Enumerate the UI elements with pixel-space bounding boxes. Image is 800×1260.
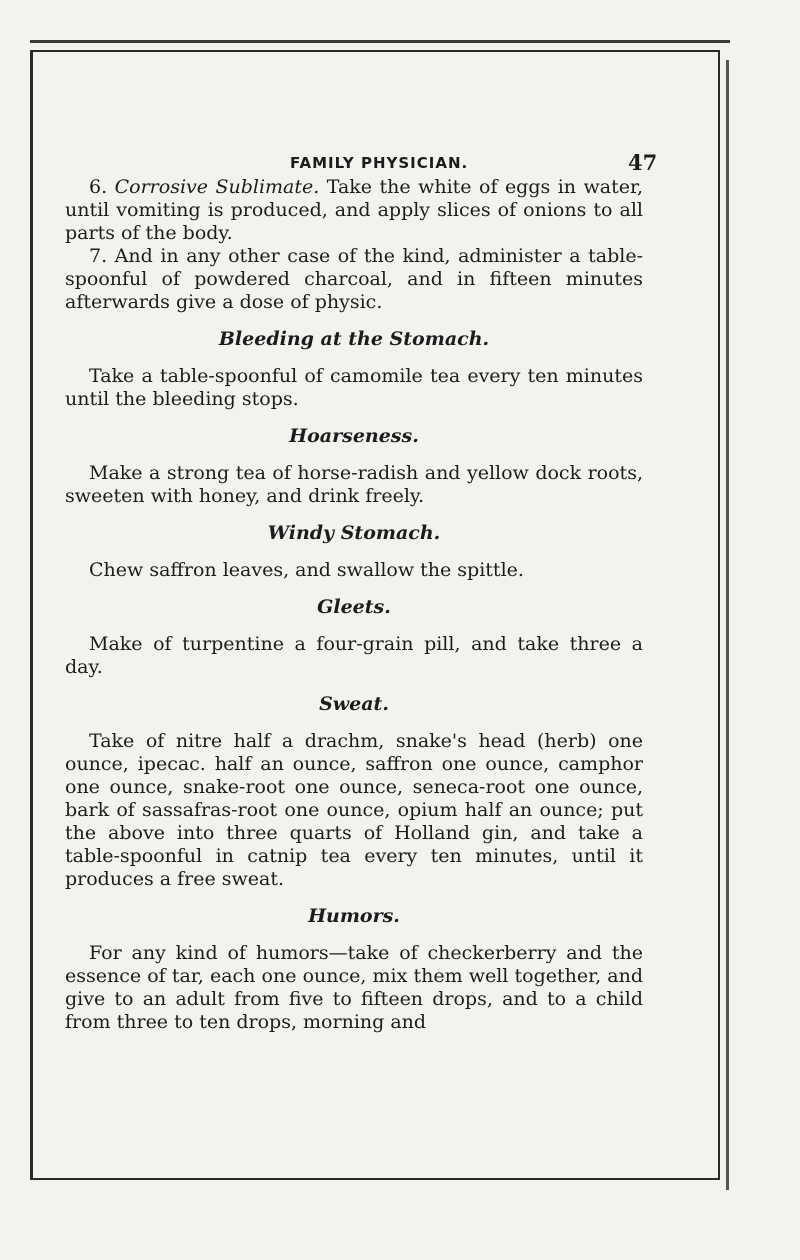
paragraph-turpentine: Make of turpentine a four-grain pill, and take three a day.: [65, 633, 643, 678]
paragraph-nitre: Take of nitre half a drachm, snake's head (herb) one ounce, ipecac. half an ounce, saffron one ounce, camphor one ounce, snake-root one ounce, seneca-root one ounce, bark of sassafras-root one ounce, opium half an ounce; put the above into three quarts of Holland gin, and take a table-spoonful in catnip tea every ten minutes, until it produces a free sweat.: [65, 730, 643, 890]
page-number: 47: [628, 150, 658, 175]
heading-windy-stomach: Windy Stomach.: [267, 522, 441, 544]
paragraph-corrosive-sublimate: [65, 176, 643, 245]
heading-humors: Humors.: [308, 905, 400, 927]
heading-bleeding-stomach: Bleeding at the Stomach.: [218, 328, 490, 350]
heading-hoarseness: Hoarseness.: [289, 425, 419, 447]
page-body: [65, 176, 643, 1034]
frame-top-edge: [30, 40, 730, 43]
paragraph-text: Take the white of eggs in water, until vomiting is produced, and apply slices of onions to all parts of the body.: [65, 176, 643, 244]
running-title: FAMILY PHYSICIAN.: [290, 154, 469, 172]
paragraph-saffron: Chew saffron leaves, and swallow the spittle.: [89, 559, 524, 581]
paragraph-checkerberry: For any kind of humors—take of checkerberry and the essence of tar, each one ounce, mix them well together, and give to an adult from five to fifteen drops, and to a child from three to ten drops, morning and: [65, 942, 643, 1033]
paragraph-lead: Corrosive Sublimate.: [114, 176, 320, 198]
paragraph-number: 6.: [89, 176, 108, 198]
heading-sweat: Sweat.: [319, 693, 389, 715]
paragraph-horse-radish: Make a strong tea of horse-radish and yellow dock roots, sweeten with honey, and drink freely.: [65, 462, 643, 507]
frame-right-edge: [726, 60, 729, 1190]
heading-gleets: Gleets.: [317, 596, 391, 618]
paragraph-charcoal: 7. And in any other case of the kind, administer a table-spoonful of powdered charcoal, and in fifteen minutes afterwards give a dose of physic.: [65, 245, 643, 313]
paragraph-camomile: Take a table-spoonful of camomile tea every ten minutes until the bleeding stops.: [65, 365, 643, 410]
